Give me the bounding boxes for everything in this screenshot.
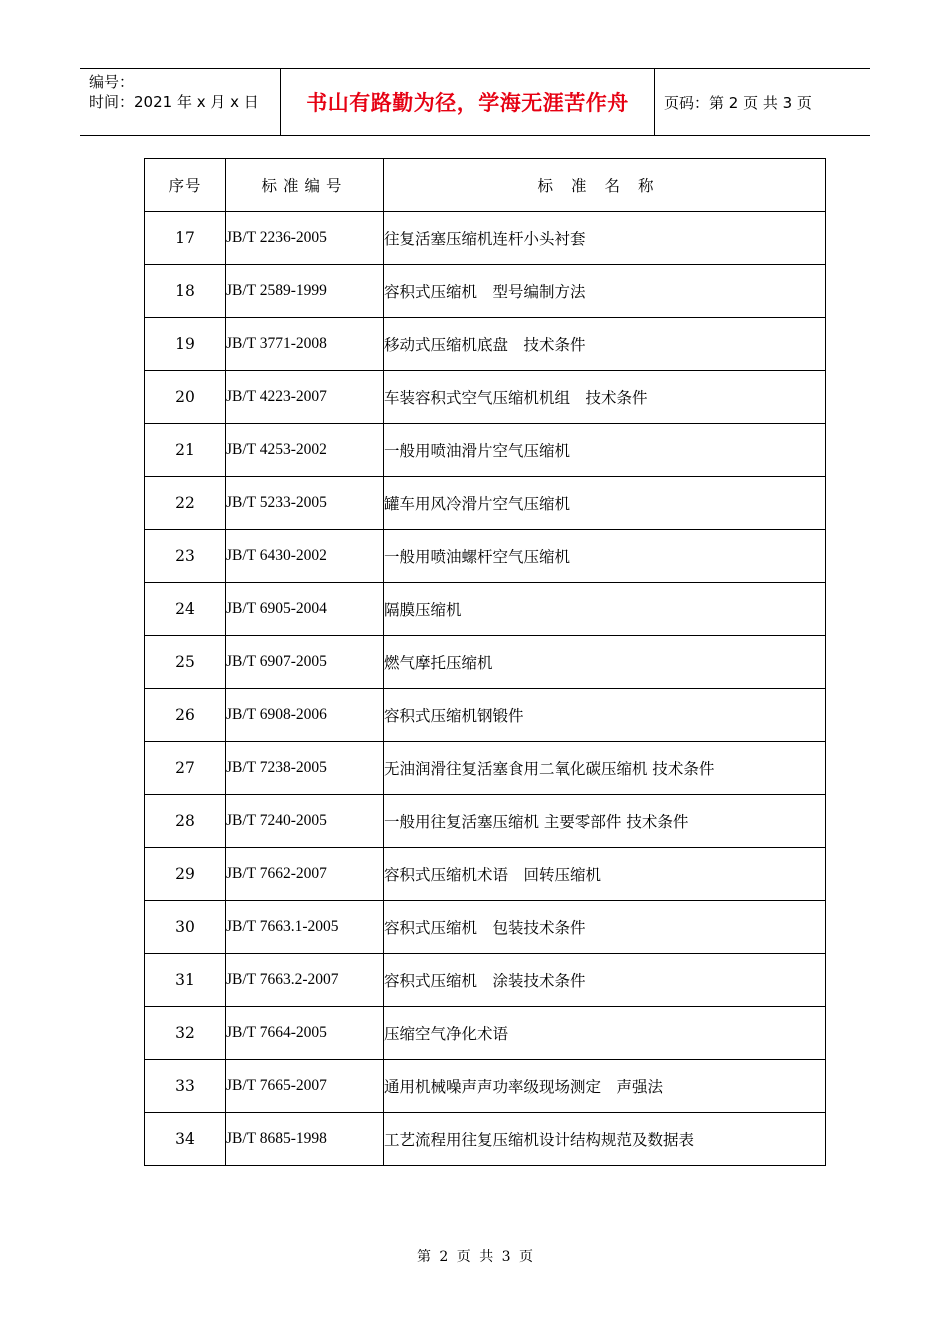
table-row bbox=[145, 742, 826, 795]
table-row bbox=[145, 477, 826, 530]
row-number-cell: 32 bbox=[145, 1007, 226, 1060]
table-row bbox=[145, 636, 826, 689]
row-code-cell: JB/T 7663.2-2007 bbox=[226, 954, 384, 1007]
row-code-cell: JB/T 6905-2004 bbox=[226, 583, 384, 636]
column-header-name: 标准名称 bbox=[384, 159, 826, 212]
row-code-cell: JB/T 6908-2006 bbox=[226, 689, 384, 742]
row-code-cell: JB/T 7662-2007 bbox=[226, 848, 384, 901]
row-name-cell: 容积式压缩机术语 回转压缩机 bbox=[384, 848, 826, 901]
row-number-cell: 27 bbox=[145, 742, 226, 795]
standards-table bbox=[144, 158, 826, 1166]
table-row bbox=[145, 371, 826, 424]
row-code-cell: JB/T 6430-2002 bbox=[226, 530, 384, 583]
row-number-cell: 22 bbox=[145, 477, 226, 530]
row-name-cell: 容积式压缩机钢锻件 bbox=[384, 689, 826, 742]
row-name-cell: 无油润滑往复活塞食用二氧化碳压缩机 技术条件 bbox=[384, 742, 826, 795]
row-name-cell: 一般用往复活塞压缩机 主要零部件 技术条件 bbox=[384, 795, 826, 848]
table-row bbox=[145, 795, 826, 848]
row-number-cell: 18 bbox=[145, 265, 226, 318]
row-name-cell: 容积式压缩机 包装技术条件 bbox=[384, 901, 826, 954]
row-code-cell: JB/T 4223-2007 bbox=[226, 371, 384, 424]
row-name-cell: 压缩空气净化术语 bbox=[384, 1007, 826, 1060]
doc-number-label: 编号： bbox=[89, 73, 135, 91]
table-row bbox=[145, 212, 826, 265]
table-row bbox=[145, 1060, 826, 1113]
table-row bbox=[145, 689, 826, 742]
row-code-cell: JB/T 7665-2007 bbox=[226, 1060, 384, 1113]
header-page-cell bbox=[655, 69, 870, 135]
row-number-cell: 25 bbox=[145, 636, 226, 689]
table-row bbox=[145, 530, 826, 583]
row-number-cell: 26 bbox=[145, 689, 226, 742]
row-code-cell: JB/T 7663.1-2005 bbox=[226, 901, 384, 954]
row-number-cell: 23 bbox=[145, 530, 226, 583]
header-motto-cell bbox=[281, 69, 655, 135]
row-name-cell: 一般用喷油滑片空气压缩机 bbox=[384, 424, 826, 477]
row-name-cell: 一般用喷油螺杆空气压缩机 bbox=[384, 530, 826, 583]
page-header bbox=[80, 68, 870, 136]
header-motto: 书山有路勤为径，学海无涯苦作舟 bbox=[306, 91, 629, 115]
row-name-cell: 容积式压缩机 型号编制方法 bbox=[384, 265, 826, 318]
row-code-cell: JB/T 7238-2005 bbox=[226, 742, 384, 795]
row-code-cell: JB/T 7240-2005 bbox=[226, 795, 384, 848]
header-meta bbox=[80, 69, 281, 135]
table-row bbox=[145, 318, 826, 371]
row-name-cell: 往复活塞压缩机连杆小头衬套 bbox=[384, 212, 826, 265]
row-number-cell: 17 bbox=[145, 212, 226, 265]
row-number-cell: 29 bbox=[145, 848, 226, 901]
table-header-row bbox=[145, 159, 826, 212]
table-row bbox=[145, 954, 826, 1007]
table-row bbox=[145, 583, 826, 636]
row-number-cell: 31 bbox=[145, 954, 226, 1007]
page-footer: 第 2 页 共 3 页 bbox=[416, 1249, 534, 1265]
row-number-cell: 33 bbox=[145, 1060, 226, 1113]
row-name-cell: 隔膜压缩机 bbox=[384, 583, 826, 636]
row-name-cell: 通用机械噪声声功率级现场测定 声强法 bbox=[384, 1060, 826, 1113]
row-code-cell: JB/T 2589-1999 bbox=[226, 265, 384, 318]
table-row bbox=[145, 1007, 826, 1060]
row-name-cell: 工艺流程用往复压缩机设计结构规范及数据表 bbox=[384, 1113, 826, 1166]
row-number-cell: 20 bbox=[145, 371, 226, 424]
row-name-cell: 移动式压缩机底盘 技术条件 bbox=[384, 318, 826, 371]
table-row bbox=[145, 424, 826, 477]
column-header-number: 序号 bbox=[145, 159, 226, 212]
row-number-cell: 34 bbox=[145, 1113, 226, 1166]
row-code-cell: JB/T 7664-2005 bbox=[226, 1007, 384, 1060]
row-code-cell: JB/T 5233-2005 bbox=[226, 477, 384, 530]
row-number-cell: 28 bbox=[145, 795, 226, 848]
row-number-cell: 24 bbox=[145, 583, 226, 636]
row-code-cell: JB/T 2236-2005 bbox=[226, 212, 384, 265]
doc-time-label: 时间：2021 年 x 月 x 日 bbox=[89, 93, 259, 111]
row-name-cell: 车装容积式空气压缩机机组 技术条件 bbox=[384, 371, 826, 424]
table-row bbox=[145, 901, 826, 954]
row-code-cell: JB/T 4253-2002 bbox=[226, 424, 384, 477]
row-code-cell: JB/T 3771-2008 bbox=[226, 318, 384, 371]
row-number-cell: 30 bbox=[145, 901, 226, 954]
header-page-info: 页码：第 2 页 共 3 页 bbox=[664, 93, 812, 112]
column-header-code: 标准编号 bbox=[226, 159, 384, 212]
row-name-cell: 容积式压缩机 涂装技术条件 bbox=[384, 954, 826, 1007]
table-row bbox=[145, 848, 826, 901]
table-row bbox=[145, 265, 826, 318]
row-number-cell: 21 bbox=[145, 424, 226, 477]
table-row bbox=[145, 1113, 826, 1166]
row-code-cell: JB/T 8685-1998 bbox=[226, 1113, 384, 1166]
row-code-cell: JB/T 6907-2005 bbox=[226, 636, 384, 689]
row-number-cell: 19 bbox=[145, 318, 226, 371]
row-name-cell: 燃气摩托压缩机 bbox=[384, 636, 826, 689]
row-name-cell: 罐车用风冷滑片空气压缩机 bbox=[384, 477, 826, 530]
